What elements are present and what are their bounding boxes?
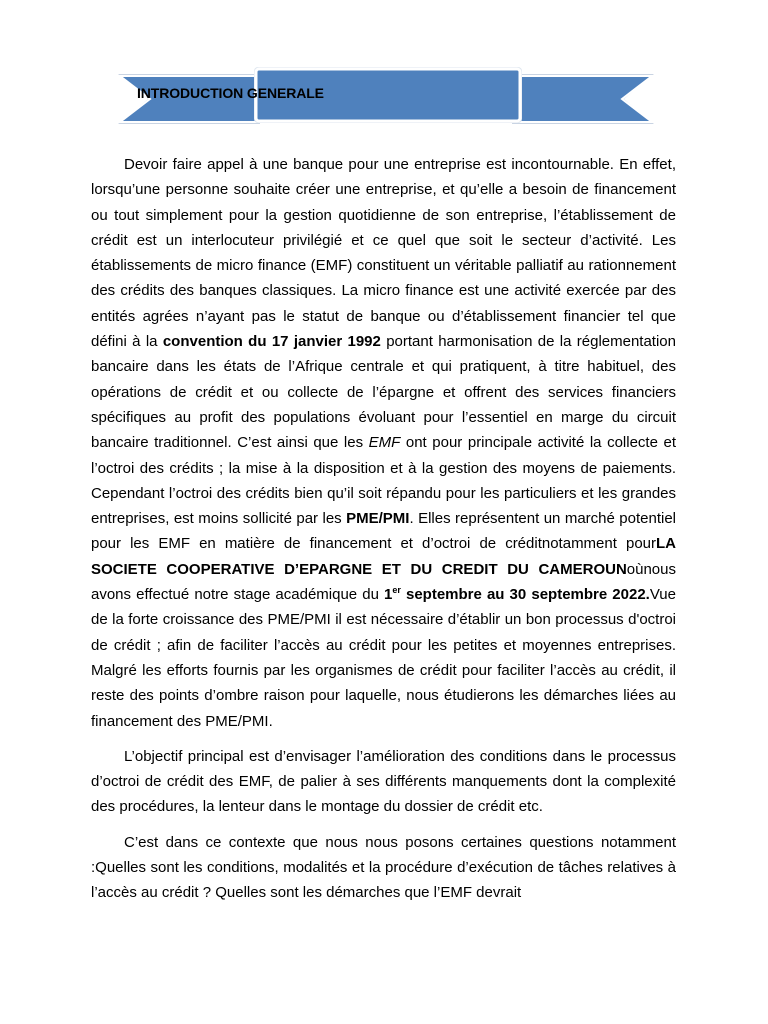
paragraph [91,830,676,906]
text-segment: Devoir faire appel à une banque pour une entreprise est incontournable. En effet, lorsqu’une personne souhaite créer une entreprise, et qu’elle a besoin de financement ou tout simplement pour la gestion quotidienne de son entreprise, l’établissement de crédit est un interlocuteur privilégié et ce quel que soit le secteur d’activité. Les établissements de micro finance (EMF) constituent un véritable palliatif au rationnement des crédits des banques classiques. La micro finance est une activité exercée par des entités agrées n’ayant pas le statut de banque ou d’établissement financier tel que défini à la [91,156,676,351]
text-segment: oùnous avons effectué notre stage académique du [91,560,676,604]
section-title: INTRODUCTION GENERALE [137,85,324,101]
text-segment: PME/PMI [346,510,410,528]
ribbon-right-tail [512,76,652,122]
text-segment: 1 [384,586,393,604]
text-segment: Vue de la forte croissance des PME/PMI il est nécessaire d’établir un bon processus d'octroi de crédit ; afin de faciliter l’accès au crédit pour les petites et moyennes entreprises. Malgré les efforts fournis par les organismes de crédit pour faciliter l’accès au crédit, il reste des points d’ombre raison pour laquelle, nous étudierons les démarches liées au financement des PME/PMI. [91,586,676,730]
text-segment: portant harmonisation de la réglementation bancaire dans les états de l’Afrique centrale et qui pratiquent, à titre habituel, des opérations de crédit et ou collecte de l’épargne et offrent des services financiers spécifiques au profit des populations évoluant pour l’essentiel en marge du circuit bancaire traditionnel. C’est ainsi que les [91,333,676,452]
text-segment: EMF [368,434,401,452]
text-segment: LA SOCIETE COOPERATIVE D’EPARGNE ET DU CREDIT DU CAMEROUN [91,535,676,578]
paragraph [91,744,676,820]
text-segment: er [392,585,401,596]
text-segment: C’est dans ce contexte que nous nous posons certaines questions notamment :Quelles sont les conditions, modalités et la procédure d’exécution de tâches relatives à l’accès au crédit ? Quelles sont les démarches que l’EMF devrait [91,833,676,902]
text-segment: L’objectif principal est d’envisager l’amélioration des conditions dans le processus d’octroi de crédit des EMF, de palier à ses différents manquements dont la complexité des procédures, la lenteur dans le montage du dossier de crédit etc. [91,747,676,816]
text-segment: ont pour principale activité la collecte et l’octroi des crédits ; la mise à la disposition et à la gestion des moyens de paiements. Cependant l’octroi des crédits bien qu’il soit répandu pour les particuliers et les grandes entreprises, est moins sollicité par les [91,434,676,528]
body-text [91,152,676,916]
paragraph [91,152,676,734]
text-segment: septembre au 30 septembre 2022. [400,586,650,604]
text-segment: . Elles représentent un marché potentiel pour les EMF en matière de financement et d’octroi de créditnotamment pour [91,510,676,553]
text-segment: convention du 17 janvier 1992 [162,333,381,351]
